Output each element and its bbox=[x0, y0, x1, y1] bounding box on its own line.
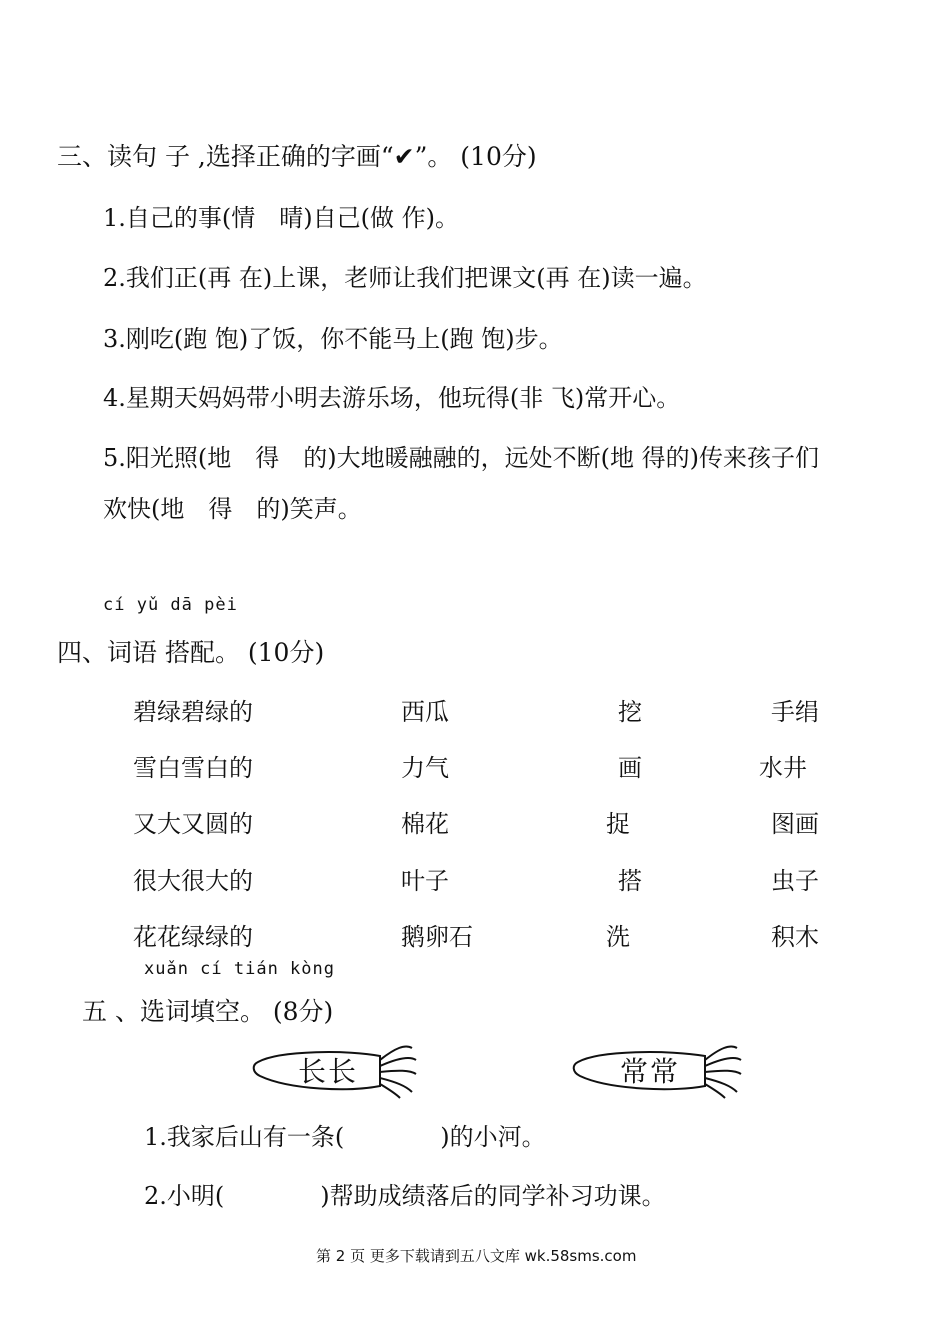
col4-word: 积木 bbox=[771, 923, 819, 951]
section4-pinyin: cí yǔ dā pèi bbox=[103, 595, 238, 615]
col4-word: 虫子 bbox=[771, 867, 819, 895]
col2-word: 西瓜 bbox=[401, 698, 449, 726]
col1-word: 花花绿绿的 bbox=[133, 923, 253, 951]
section5-pinyin: xuǎn cí tián kòng bbox=[144, 959, 335, 979]
col2-word: 叶子 bbox=[401, 867, 449, 895]
section3-title: 三、读句 子 ,选择正确的字画“✔”。 (10分) bbox=[57, 142, 537, 171]
col1-word: 雪白雪白的 bbox=[133, 754, 253, 782]
carrot-word-card-1 bbox=[250, 1040, 420, 1100]
col3-word: 画 bbox=[618, 754, 642, 782]
page-footer: 第 2 页 更多下载请到五八文库 wk.58sms.com bbox=[316, 1247, 637, 1265]
col2-word: 力气 bbox=[401, 754, 449, 782]
section3-item-5: 5.阳光照(地 得 的)大地暖融融的，远处不断(地 得的)传来孩子们 bbox=[103, 444, 819, 472]
section3-item-1: 1.自己的事(情 晴)自己(做 作)。 bbox=[103, 204, 459, 232]
section3-item-2: 2.我们正(再 在)上课，老师让我们把课文(再 在)读一遍。 bbox=[103, 264, 707, 292]
col1-word: 又大又圆的 bbox=[133, 810, 253, 838]
col4-word: 图画 bbox=[771, 810, 819, 838]
section3-item-3: 3.刚吃(跑 饱)了饭，你不能马上(跑 饱)步。 bbox=[103, 325, 563, 353]
col4-word: 手绢 bbox=[771, 698, 819, 726]
col2-word: 鹅卵石 bbox=[401, 923, 473, 951]
carrot-word-1: 长长 bbox=[298, 1055, 359, 1088]
col3-word: 洗 bbox=[606, 923, 630, 951]
col3-word: 挖 bbox=[618, 698, 642, 726]
col4-word: 水井 bbox=[759, 754, 807, 782]
col3-word: 捉 bbox=[606, 810, 630, 838]
section5-item-1: 1.我家后山有一条( )的小河。 bbox=[144, 1123, 546, 1151]
section4-title: 四、词语 搭配。 (10分) bbox=[57, 638, 325, 667]
section5-title: 五 、选词填空。 (8分) bbox=[82, 997, 334, 1026]
col1-word: 很大很大的 bbox=[133, 867, 253, 895]
col3-word: 搭 bbox=[618, 867, 642, 895]
section5-item-2: 2.小明( )帮助成绩落后的同学补习功课。 bbox=[144, 1182, 666, 1210]
section3-item-4: 4.星期天妈妈带小明去游乐场，他玩得(非 飞)常开心。 bbox=[103, 384, 681, 412]
col1-word: 碧绿碧绿的 bbox=[133, 698, 253, 726]
section3-item-5-cont: 欢快(地 得 的)笑声。 bbox=[103, 495, 362, 523]
carrot-word-2: 常常 bbox=[620, 1055, 681, 1088]
carrot-word-card-2 bbox=[570, 1040, 745, 1100]
col2-word: 棉花 bbox=[401, 810, 449, 838]
